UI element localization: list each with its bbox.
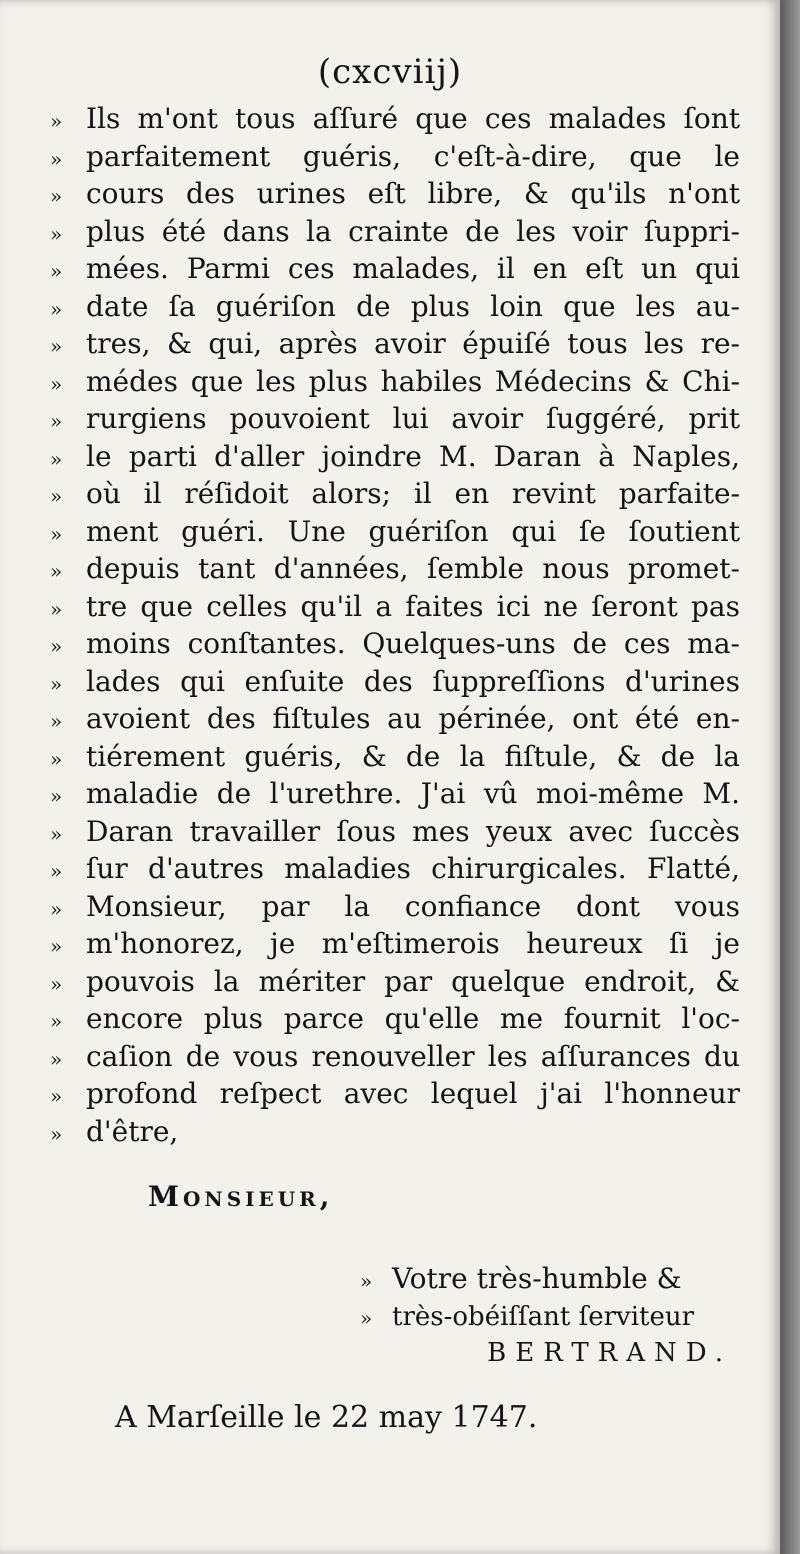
quote-mark: » — [50, 1121, 63, 1146]
text-line: » encore plus parce qu'elle me fournit l'oc- — [50, 1000, 740, 1038]
quote-mark: » — [50, 859, 63, 883]
quote-mark: » — [50, 746, 63, 771]
page-number-header: (cxcviij) — [317, 52, 463, 92]
text-line: » pouvois la mériter par quelque endroit, & — [50, 963, 740, 1001]
signature: BERTRAND. — [487, 1338, 732, 1368]
quote-mark: » — [50, 484, 63, 508]
quote-mark: » — [50, 709, 63, 733]
text-line: » caſion de vous renouveller les aſſurances du — [50, 1038, 740, 1076]
place-date: A Marſeille le 22 may 1747. — [115, 1400, 538, 1435]
text-line: » plus été dans la crainte de les voir ſuppri- — [50, 213, 740, 251]
quote-mark: » — [50, 184, 63, 208]
quote-mark: » — [50, 971, 63, 996]
text-line: » date ſa guériſon de plus loin que les au- — [50, 288, 740, 326]
quote-mark: » — [50, 446, 63, 471]
quote-mark: » — [50, 1009, 63, 1033]
quote-mark: » — [360, 1269, 373, 1293]
text-line: » tre que celles qu'il a faites ici ne ſeront pas — [50, 588, 740, 626]
text-line: » tiérement guéris, & de la fiſtule, & de la — [50, 738, 740, 776]
quote-mark: » — [50, 784, 63, 808]
text-line: » ment guéri. Une guériſon qui ſe ſoutient — [50, 513, 740, 551]
quote-mark: » — [50, 521, 63, 546]
text-line: » le parti d'aller joindre M. Daran à Naples, — [50, 438, 740, 476]
quote-mark: » — [50, 409, 63, 433]
salutation: Monsieur, — [148, 1180, 334, 1213]
text-line: » rurgiens pouvoient lui avoir ſuggéré, prit — [50, 400, 740, 438]
text-line: » où il réſidoit alors; il en revint parfaite- — [50, 475, 740, 513]
page-edge-shadow — [780, 0, 800, 1554]
text-line: » ſur d'autres maladies chirurgicales. Flatté, — [50, 850, 740, 888]
quote-mark: » — [50, 596, 63, 621]
quote-mark: » — [50, 671, 63, 696]
text-line: » depuis tant d'années, ſemble nous promet- — [50, 550, 740, 588]
quote-mark: » — [50, 634, 63, 658]
text-line: » lades qui enſuite des ſuppreſſions d'urines — [50, 663, 740, 701]
text-line: » profond reſpect avec lequel j'ai l'honneur — [50, 1075, 740, 1113]
text-line: » parfaitement guéris, c'eſt-à-dire, que le — [50, 138, 740, 176]
quote-mark: » — [360, 1306, 373, 1330]
quote-mark: » — [50, 1046, 63, 1071]
closing-line: » Votre très-humble & — [360, 1262, 682, 1295]
quote-mark: » — [50, 109, 63, 133]
text-line: » Monsieur, par la confiance dont vous — [50, 888, 740, 926]
text-line: » m'honorez, je m'eſtimerois heureux ſi je — [50, 925, 740, 963]
quote-mark: » — [50, 1084, 63, 1108]
text-line: » avoient des fiſtules au périnée, ont été en- — [50, 700, 740, 738]
quote-mark: » — [50, 934, 63, 958]
text-line: » maladie de l'urethre. J'ai vû moi-même M. — [50, 775, 740, 813]
letter-body — [50, 100, 740, 1150]
text-line: » tres, & qui, après avoir épuiſé tous les re- — [50, 325, 740, 363]
text-line: » moins conſtantes. Quelques-uns de ces ma- — [50, 625, 740, 663]
quote-mark: » — [50, 334, 63, 358]
quote-mark: » — [50, 221, 63, 246]
quote-mark: » — [50, 559, 63, 583]
quote-mark: » — [50, 371, 63, 396]
text-line: » médes que les plus habiles Médecins & Chi- — [50, 363, 740, 401]
quote-mark: » — [50, 896, 63, 921]
quote-mark: » — [50, 296, 63, 321]
quote-mark: » — [50, 821, 63, 846]
closing-line: » très-obéiſſant ſerviteur — [360, 1302, 695, 1332]
text-line: » mées. Parmi ces malades, il en eſt un qui — [50, 250, 740, 288]
text-line: » d'être, — [50, 1113, 740, 1151]
text-line: » Daran travailler ſous mes yeux avec ſuccès — [50, 813, 740, 851]
text-line: » Ils m'ont tous aſſuré que ces malades ſont — [50, 100, 740, 138]
text-line: » cours des urines eſt libre, & qu'ils n'ont — [50, 175, 740, 213]
quote-mark: » — [50, 146, 63, 171]
quote-mark: » — [50, 259, 63, 283]
